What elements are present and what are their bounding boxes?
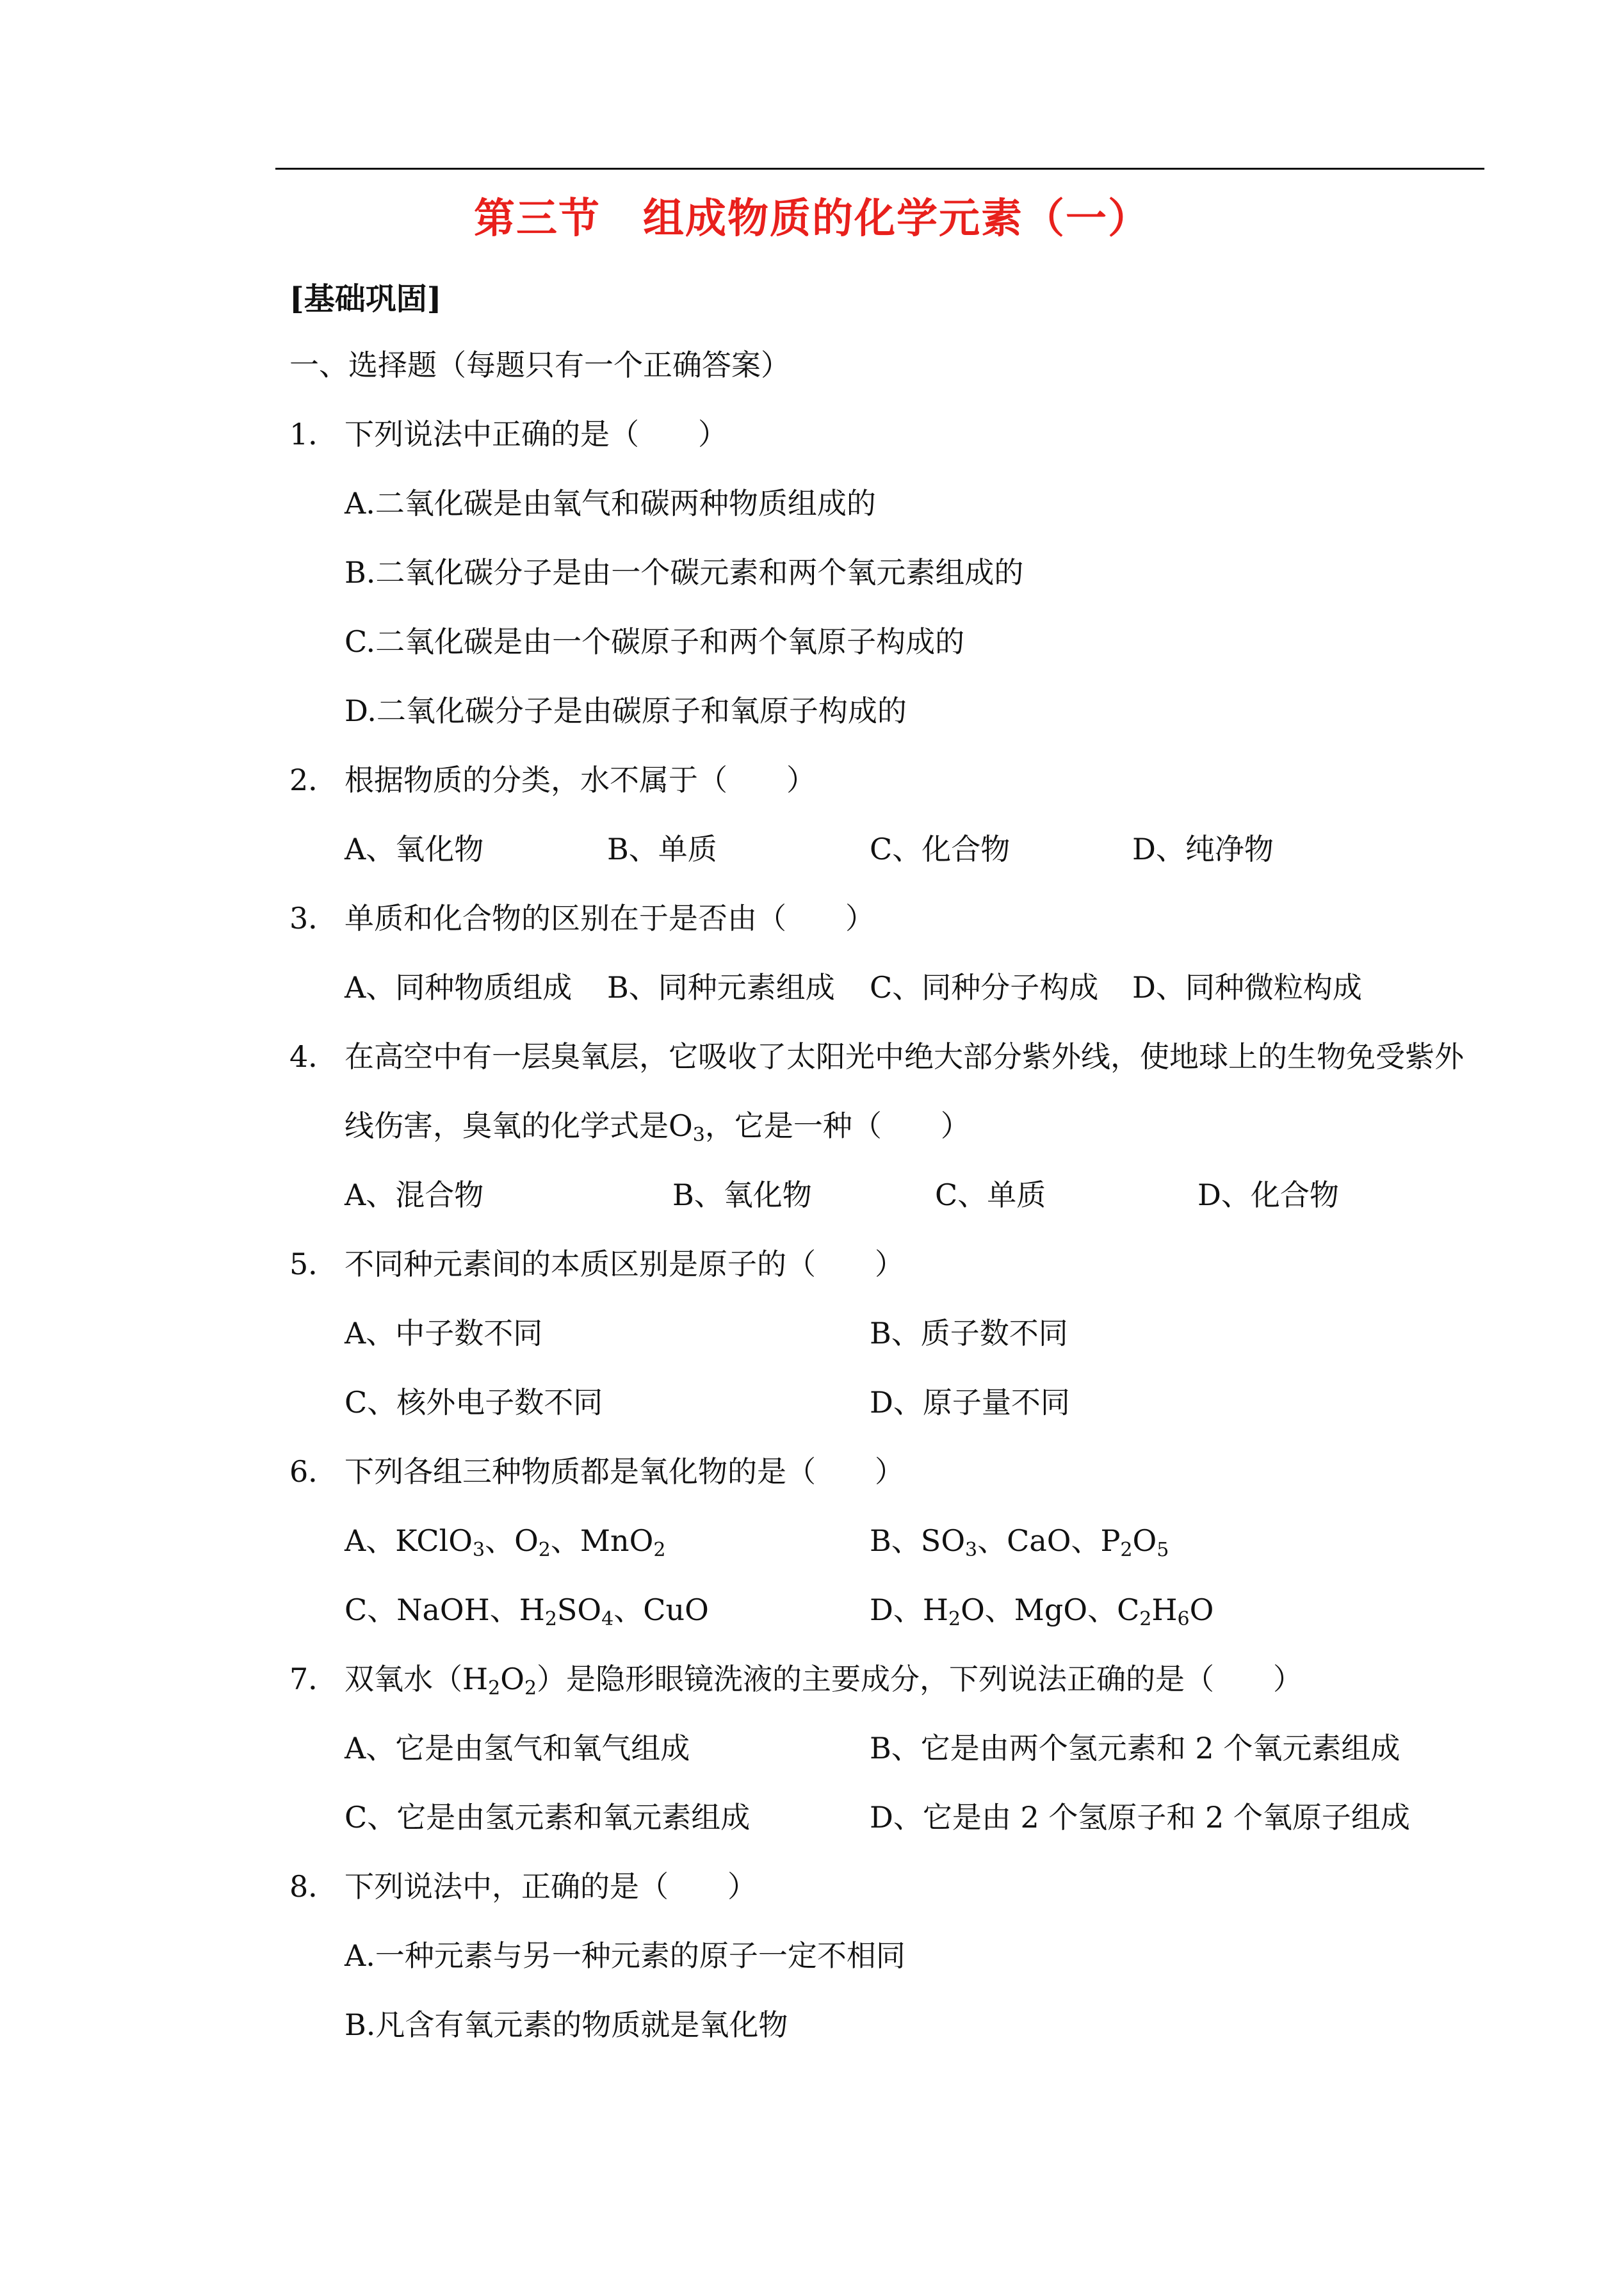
q2-option-d: D、纯净物 — [1132, 832, 1274, 866]
q1-option-d: D.二氧化碳分子是由碳原子和氧原子构成的 — [345, 693, 907, 728]
q5-option-d: D、原子量不同 — [870, 1385, 1070, 1420]
q7-option-a: A、它是由氢气和氧气组成 — [345, 1731, 690, 1765]
question-4-cont: 线伤害，臭氧的化学式是$O_3$，它是一种（ ） — [345, 1108, 970, 1146]
q4-option-c: C、单质 — [935, 1178, 1046, 1212]
q5-option-c: C、核外电子数不同 — [345, 1385, 603, 1420]
q2-option-a: A、氧化物 — [345, 832, 484, 866]
q3-option-c: C、同种分子构成 — [870, 970, 1099, 1005]
q1-option-c: C.二氧化碳是由一个碳原子和两个氧原子构成的 — [345, 624, 965, 659]
q5-option-b: B、质子数不同 — [870, 1316, 1068, 1350]
q7-option-d: D、它是由 2 个氢原子和 2 个氧原子组成 — [870, 1800, 1410, 1835]
question-7: 7． 双氧水$(H_2O_2)$是隐形眼镜洗液的主要成分，下列说法正确的是（ ） — [289, 1662, 1303, 1699]
section-heading: [基础巩固] — [289, 281, 442, 317]
header-rule — [275, 168, 1484, 170]
page-title: 第三节 组成物质的化学元素（一） — [474, 195, 1150, 243]
q1-option-a: A.二氧化碳是由氧气和碳两种物质组成的 — [345, 486, 876, 521]
question-4: 4． 在高空中有一层臭氧层，它吸收了太阳光中绝大部分紫外线，使地球上的生物免受紫外 — [289, 1039, 1464, 1074]
q3-option-d: D、同种微粒构成 — [1132, 970, 1362, 1005]
question-3: 3． 单质和化合物的区别在于是否由（ ） — [289, 901, 875, 936]
q3-option-b: B、同种元素组成 — [607, 970, 835, 1005]
question-2: 2． 根据物质的分类，水不属于（ ） — [289, 763, 816, 797]
question-1: 1． 下列说法中正确的是（ ） — [289, 417, 727, 451]
q5-option-a: A、中子数不同 — [345, 1316, 543, 1350]
q7-option-c: C、它是由氢元素和氧元素组成 — [345, 1800, 751, 1835]
q4-option-a: A、混合物 — [345, 1178, 484, 1212]
question-5: 5． 不同种元素间的本质区别是原子的（ ） — [289, 1247, 904, 1281]
question-8: 8． 下列说法中，正确的是（ ） — [289, 1869, 757, 1904]
q4-option-d: D、化合物 — [1198, 1178, 1339, 1212]
q3-option-a: A、同种物质组成 — [345, 970, 572, 1005]
q6-option-b: B、$SO_3$、CaO、$P_2O_5$ — [870, 1523, 1169, 1561]
q7-option-b: B、它是由两个氢元素和 2 个氧元素组成 — [870, 1731, 1401, 1765]
question-6: 6． 下列各组三种物质都是氧化物的是（ ） — [289, 1454, 904, 1489]
q4-option-b: B、氧化物 — [672, 1178, 812, 1212]
q6-option-c: C、NaOH、$H_2SO_4$、CuO — [345, 1593, 709, 1630]
q1-option-b: B.二氧化碳分子是由一个碳元素和两个氧元素组成的 — [345, 555, 1024, 590]
q6-option-d: D、$H_2O$、MgO、$C_2H_6O$ — [870, 1593, 1214, 1630]
q6-option-a: A、KClO$_3$、$O_2$、MnO$_2$ — [345, 1523, 666, 1561]
part-heading: 一、选择题（每题只有一个正确答案） — [289, 348, 790, 382]
q8-option-a: A.一种元素与另一种元素的原子一定不相同 — [345, 1938, 905, 1973]
q2-option-b: B、单质 — [607, 832, 717, 866]
q2-option-c: C、化合物 — [870, 832, 1011, 866]
q8-option-b: B.凡含有氧元素的物质就是氧化物 — [345, 2007, 788, 2042]
